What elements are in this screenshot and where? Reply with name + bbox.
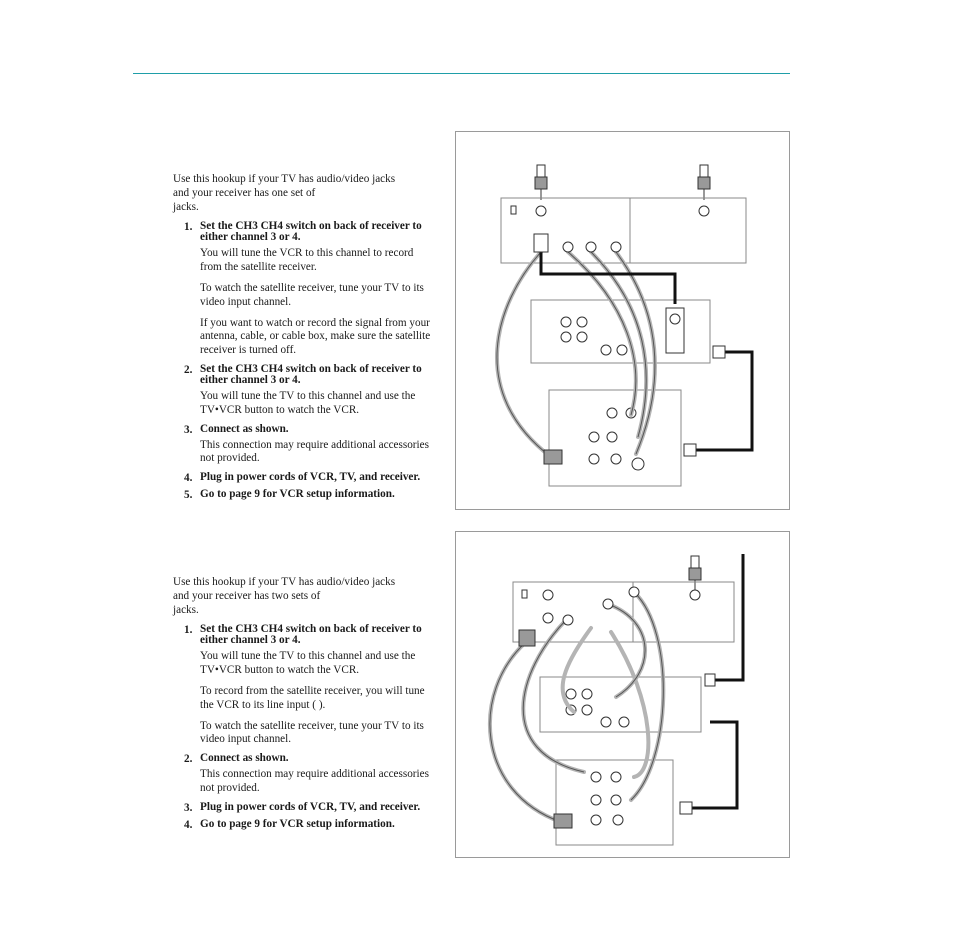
step-body: To watch the satellite receiver, tune your TV to its video input channel. [200,281,424,308]
rca-plug-icon [586,242,596,252]
step-body: This connection may require additional accessories not provided. [200,768,429,794]
channel-switch-icon [522,590,527,598]
tv-jack-cluster [589,408,644,470]
vcr-box [531,300,710,363]
section-two-steps [173,624,435,829]
section-one-text [173,173,435,506]
jack-icon [543,613,553,623]
step-body: This connection may require additional accessories not provided. [200,438,429,465]
rca-plug-icon [603,599,613,609]
step-heading: Set the CH3 CH4 switch on back of receiver to either channel 3 or 4. [200,220,422,244]
step-heading: Connect as shown. [200,752,289,765]
step-item: 2. Connect as shown. This connection may require additional accessories not provided. [173,753,435,796]
dish-unit-box [630,198,746,263]
step-item: 1. Set the CH3 CH4 switch on back of receiver to either channel 3 or 4. You will tune the TV to this channel and use the TV•VCR button to watch the VCR. To record from the satellite receiver, you will tune the VCR to its line input ( ). To watch the satellite receiver, tune your TV to its video input channel. [173,624,435,747]
coax-plug-icon [684,444,696,456]
rca-plug-icon [629,587,639,597]
rca-plug-icon [611,242,621,252]
step-heading: Go to page 9 for VCR setup information. [200,817,395,830]
step-heading: Set the CH3 CH4 switch on back of receiver to either channel 3 or 4. [200,623,422,647]
step-heading: Plug in power cords of VCR, TV, and receiver. [200,800,421,813]
coax-plug-icon [713,346,725,358]
av-cables [497,252,655,457]
step-body: To record from the satellite receiver, you will tune the VCR to its line input ( ). [200,684,425,711]
vcr-jack-cluster [561,308,684,355]
step-item: 2. Set the CH3 CH4 switch on back of receiver to either channel 3 or 4. You will tune the TV to this channel and use the TV•VCR button to watch the VCR. [173,364,435,418]
coax-plug-icon [680,802,692,814]
step-heading: Go to page 9 for VCR setup information. [200,488,395,501]
jack-icon [543,590,553,600]
antenna-plug-icon [535,165,547,200]
antenna-plug-icon [698,165,710,200]
step-body: You will tune the VCR to this channel to record from the satellite receiver. [200,247,414,274]
channel-switch-icon [511,206,516,214]
step-body: If you want to watch or record the signal from your antenna, cable, or cable box, make sure the satellite receiver is turned off. [200,316,431,357]
s-video-plug-icon [554,814,572,828]
diagram-one-svg [456,132,789,509]
satellite-receiver-box [501,198,630,263]
step-item: 4. Go to page 9 for VCR setup information. [173,819,435,830]
coax-plug-icon [705,674,715,686]
step-item: 3. Connect as shown. This connection may require additional accessories not provided. [173,424,435,467]
hookup-diagram-two [455,531,790,858]
rca-plug-icon [563,242,573,252]
rca-plug-icon [563,615,573,625]
step-heading: Set the CH3 CH4 switch on back of receiver to either channel 3 or 4. [200,362,422,386]
step-body: To watch the satellite receiver, tune your TV to its video input channel. [200,719,424,746]
antenna-plug-icon [689,556,701,590]
section-one-steps [173,221,435,500]
s-video-plug-icon [534,234,548,252]
av-cables [490,592,663,822]
header-rule [133,73,790,74]
step-heading: Connect as shown. [200,422,289,435]
hookup-diagram-one [455,131,790,510]
s-video-plug-icon [519,630,535,646]
step-heading: Plug in power cords of VCR, TV, and receiver. [200,471,421,484]
jack-icon [690,590,700,600]
step-body: You will tune the TV to this channel and use the TV•VCR button to watch the VCR. [200,650,416,677]
section-one-intro: Use this hookup if your TV has audio/video jacks and your receiver has one set of jacks. [173,173,396,213]
s-video-plug-icon [544,450,562,464]
step-item: 3. Plug in power cords of VCR, TV, and receiver. [173,802,435,813]
step-item: 5. Go to page 9 for VCR setup information. [173,489,435,500]
step-item: 4. Plug in power cords of VCR, TV, and receiver. [173,472,435,483]
section-two-intro: Use this hookup if your TV has audio/video jacks and your receiver has two sets of jacks. [173,576,396,616]
jack-icon [536,206,546,216]
step-body: You will tune the TV to this channel and use the TV•VCR button to watch the VCR. [200,389,416,416]
tv-box [549,390,681,486]
tv-jack-cluster [591,772,623,825]
section-two-text [173,576,435,836]
jack-icon [699,206,709,216]
diagram-two-svg [456,532,789,857]
step-item: 1. Set the CH3 CH4 switch on back of receiver to either channel 3 or 4. You will tune the VCR to this channel to record from the satellite receiver. To watch the satellite receiver, tune your TV to its video input channel. If you want to watch or record the signal from your antenna, cable, or cable box, make sure the satellite receiver is turned off. [173,221,435,358]
